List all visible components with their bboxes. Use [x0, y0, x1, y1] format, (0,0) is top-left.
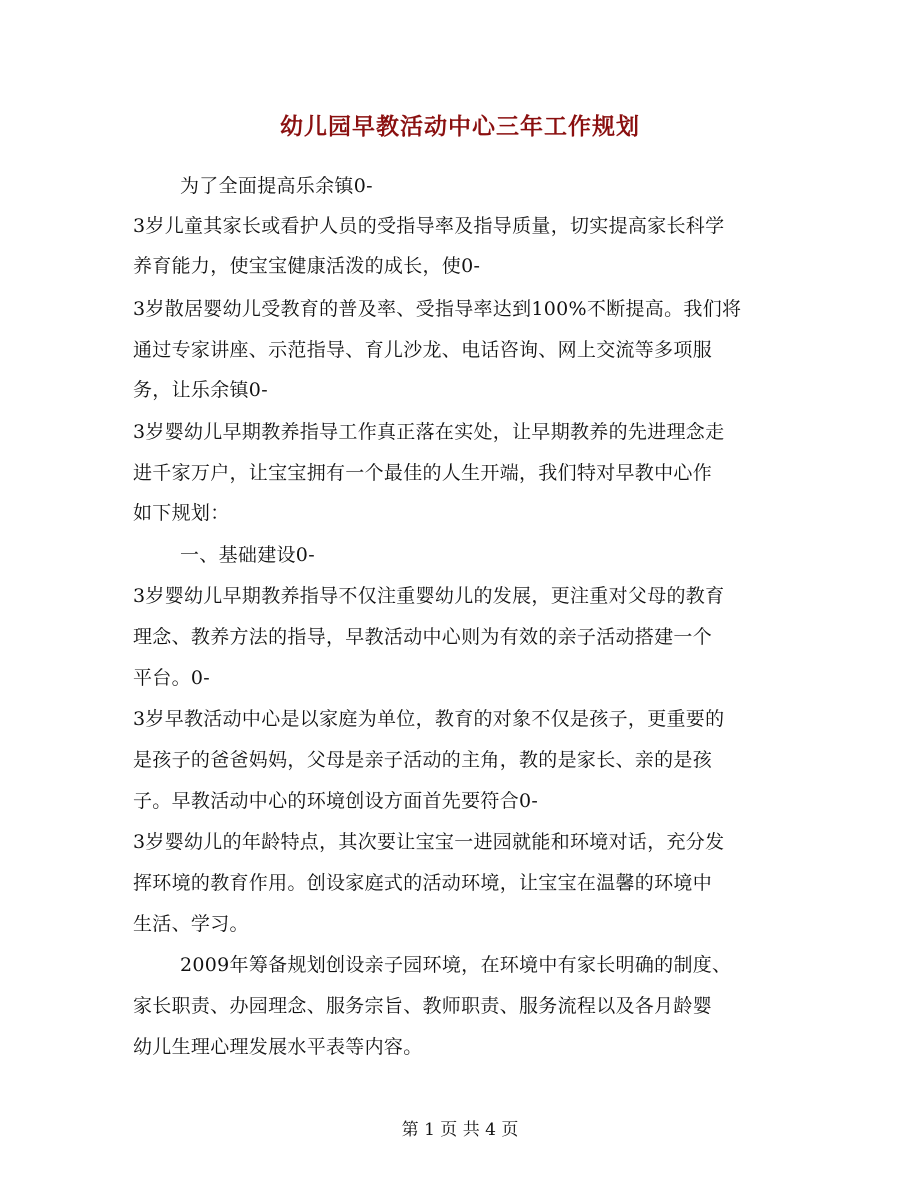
body-line: 养育能力，使宝宝健康活泼的成长，使0- — [133, 255, 481, 277]
body-line: 进千家万户，让宝宝拥有一个最佳的人生开端，我们特对早教中心作 — [133, 462, 713, 484]
body-line: 通过专家讲座、示范指导、育儿沙龙、电话咨询、网上交流等多项服 — [133, 339, 713, 361]
body-line: 家长职责、办园理念、服务宗旨、教师职责、服务流程以及各月龄婴 — [133, 995, 713, 1017]
document-title: 幼儿园早教活动中心三年工作规划 — [280, 113, 640, 140]
body-line: 3岁婴幼儿的年龄特点，其次要让宝宝一进园就能和环境对话，充分发 — [133, 831, 725, 853]
body-line: 3岁儿童其家长或看护人员的受指导率及指导质量，切实提高家长科学 — [133, 215, 725, 237]
body-line: 生活、学习。 — [133, 913, 249, 935]
body-line: 理念、教养方法的指导，早教活动中心则为有效的亲子活动搭建一个 — [133, 626, 713, 648]
body-line: 3岁婴幼儿早期教养指导工作真正落在实处，让早期教养的先进理念走 — [133, 421, 725, 443]
body-line: 3岁早教活动中心是以家庭为单位，教育的对象不仅是孩子，更重要的 — [133, 708, 725, 730]
body-line: 2009年筹备规划创设亲子园环境，在环境中有家长明确的制度、 — [180, 954, 732, 976]
body-line: 幼儿生理心理发展水平表等内容。 — [133, 1036, 423, 1058]
body-line: 为了全面提高乐余镇0- — [180, 175, 373, 197]
body-line: 3岁散居婴幼儿受教育的普及率、受指导率达到100%不断提高。我们将 — [133, 298, 742, 320]
section-heading: 一、基础建设0- — [180, 544, 315, 566]
body-line: 务，让乐余镇0- — [133, 379, 268, 401]
body-line: 平台。0- — [133, 667, 211, 689]
body-line: 子。早教活动中心的环境创设方面首先要符合0- — [133, 790, 539, 812]
body-line: 如下规划： — [133, 502, 230, 524]
body-line: 挥环境的教育作用。创设家庭式的活动环境，让宝宝在温馨的环境中 — [133, 872, 713, 894]
body-line: 是孩子的爸爸妈妈，父母是亲子活动的主角，教的是家长、亲的是孩 — [133, 749, 713, 771]
body-line: 3岁婴幼儿早期教养指导不仅注重婴幼儿的发展，更注重对父母的教育 — [133, 585, 725, 607]
page-footer: 第 1 页 共 4 页 — [401, 1120, 519, 1140]
